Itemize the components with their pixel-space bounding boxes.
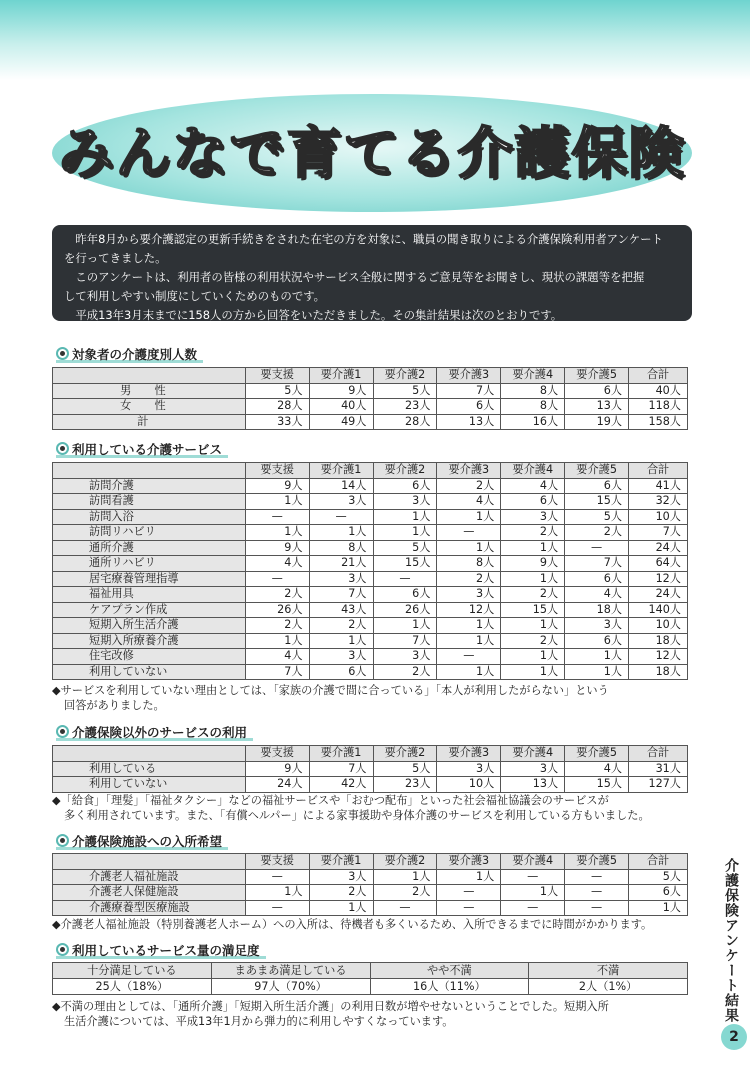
satisfaction-value-row bbox=[53, 979, 688, 995]
note-line: ◆サービスを利用していない理由としては、「家族の介護で間に合っている」「本人が利用したがらない」という bbox=[52, 684, 609, 697]
table-cell: 1人 bbox=[501, 571, 565, 587]
table-cell: 6人 bbox=[501, 494, 565, 510]
table-cell: 1人 bbox=[565, 664, 629, 680]
table-cell: 7人 bbox=[565, 556, 629, 572]
table-corner-cell bbox=[53, 746, 246, 762]
table-cell: — bbox=[437, 525, 501, 541]
table-cell: 140人 bbox=[629, 602, 688, 618]
table-cell: 3人 bbox=[373, 649, 437, 665]
services-used-table bbox=[52, 462, 688, 680]
table-cell: 1人 bbox=[437, 509, 501, 525]
table-row bbox=[53, 525, 688, 541]
table-cell: 4人 bbox=[501, 478, 565, 494]
table-cell: 12人 bbox=[629, 649, 688, 665]
table-cell: 1人 bbox=[245, 525, 309, 541]
table-cell: 12人 bbox=[629, 571, 688, 587]
table-corner-cell bbox=[53, 854, 246, 870]
table-cell: 5人 bbox=[565, 509, 629, 525]
facility-wish-table bbox=[52, 853, 688, 916]
table-cell: 5人 bbox=[245, 383, 309, 399]
page-title: みんなで育てる介護保険 bbox=[58, 121, 686, 185]
table-cell: 28人 bbox=[373, 414, 437, 430]
column-header: 要介護2 bbox=[373, 463, 437, 479]
table-cell: 3人 bbox=[501, 761, 565, 777]
table-row bbox=[53, 633, 688, 649]
table-cell: — bbox=[501, 900, 565, 916]
table-cell: 1人 bbox=[565, 649, 629, 665]
column-header: 要介護3 bbox=[437, 463, 501, 479]
table-cell: 9人 bbox=[309, 383, 373, 399]
note-line: 多く利用されています。また、「有償ヘルパー」による家事援助や身体介護のサービスを利用している方もいました。 bbox=[64, 809, 650, 822]
table-cell: 4人 bbox=[565, 761, 629, 777]
table-cell: 10人 bbox=[437, 777, 501, 793]
table-cell: 1人 bbox=[501, 664, 565, 680]
column-header: 要介護4 bbox=[501, 463, 565, 479]
row-label: 福祉用具 bbox=[53, 587, 246, 603]
row-label: 介護療養型医療施設 bbox=[53, 900, 246, 916]
table-cell: 32人 bbox=[629, 494, 688, 510]
row-label: ケアプラン作成 bbox=[53, 602, 246, 618]
column-header: 合計 bbox=[629, 746, 688, 762]
note-line: 回答がありました。 bbox=[64, 699, 165, 712]
table-cell: 19人 bbox=[565, 414, 629, 430]
table-cell: 9人 bbox=[501, 556, 565, 572]
table-cell: 15人 bbox=[501, 602, 565, 618]
column-header: 要介護2 bbox=[373, 368, 437, 384]
table-cell: 6人 bbox=[565, 478, 629, 494]
table-cell: 10人 bbox=[629, 618, 688, 634]
table-cell: 41人 bbox=[629, 478, 688, 494]
column-header: 要介護1 bbox=[309, 368, 373, 384]
table-cell: 7人 bbox=[309, 761, 373, 777]
row-label: 計 bbox=[53, 414, 246, 430]
row-label: 訪問入浴 bbox=[53, 509, 246, 525]
table-cell: 15人 bbox=[373, 556, 437, 572]
satisfaction-header: やや不満 bbox=[370, 963, 529, 979]
table-cell: 8人 bbox=[437, 556, 501, 572]
table-cell: 4人 bbox=[245, 556, 309, 572]
page-number: 2 bbox=[721, 1024, 747, 1050]
table-cell: 127人 bbox=[629, 777, 688, 793]
column-header: 要介護5 bbox=[565, 746, 629, 762]
intro-line: 昨年8月から要介護認定の更新手続きをされた在宅の方を対象に、職員の聞き取りによる介護保険利用者アンケート bbox=[75, 232, 663, 246]
bullet-icon bbox=[56, 442, 69, 455]
column-header: 要介護5 bbox=[565, 463, 629, 479]
column-header: 合計 bbox=[629, 854, 688, 870]
table-cell: 6人 bbox=[565, 383, 629, 399]
table-cell: 6人 bbox=[373, 587, 437, 603]
table-cell: 40人 bbox=[629, 383, 688, 399]
row-label: 通所介護 bbox=[53, 540, 246, 556]
table-cell: 49人 bbox=[309, 414, 373, 430]
table-cell: 2人 bbox=[245, 587, 309, 603]
table-cell: 1人 bbox=[373, 618, 437, 634]
note-line: 生活介護については、平成13年1月から弾力的に利用しやすくなっています。 bbox=[64, 1015, 454, 1028]
table-row bbox=[53, 399, 688, 415]
table-cell: 1人 bbox=[373, 509, 437, 525]
table-row bbox=[53, 761, 688, 777]
table-cell: 2人 bbox=[501, 633, 565, 649]
table-cell: 3人 bbox=[437, 761, 501, 777]
table-cell: 1人 bbox=[373, 525, 437, 541]
satisfaction-header: まあまあ満足している bbox=[211, 963, 370, 979]
row-label: 利用している bbox=[53, 761, 246, 777]
table-cell: 31人 bbox=[629, 761, 688, 777]
bullet-icon bbox=[56, 943, 69, 956]
table-cell: 18人 bbox=[629, 664, 688, 680]
table-cell: 16人 bbox=[501, 414, 565, 430]
table-cell: 9人 bbox=[245, 761, 309, 777]
satisfaction-value: 25人（18%） bbox=[53, 979, 212, 995]
column-header: 要介護3 bbox=[437, 368, 501, 384]
table-cell: 23人 bbox=[373, 399, 437, 415]
table-cell: 4人 bbox=[245, 649, 309, 665]
other-services-table bbox=[52, 745, 688, 793]
table-cell: 5人 bbox=[373, 540, 437, 556]
column-header: 要介護5 bbox=[565, 368, 629, 384]
table-cell: — bbox=[245, 509, 309, 525]
table-cell: 8人 bbox=[501, 399, 565, 415]
table-cell: 1人 bbox=[437, 540, 501, 556]
table-row bbox=[53, 478, 688, 494]
table-cell: 1人 bbox=[501, 885, 565, 901]
table-cell: 7人 bbox=[373, 633, 437, 649]
table-cell: 7人 bbox=[309, 587, 373, 603]
table-cell: 2人 bbox=[373, 885, 437, 901]
table-cell: 18人 bbox=[629, 633, 688, 649]
table-row bbox=[53, 649, 688, 665]
row-label: 女 性 bbox=[53, 399, 246, 415]
table-cell: 8人 bbox=[309, 540, 373, 556]
table-cell: 1人 bbox=[245, 494, 309, 510]
table-row bbox=[53, 571, 688, 587]
table-cell: 7人 bbox=[245, 664, 309, 680]
row-label: 居宅療養管理指導 bbox=[53, 571, 246, 587]
table-cell: — bbox=[565, 869, 629, 885]
table-cell: 43人 bbox=[309, 602, 373, 618]
table-cell: 118人 bbox=[629, 399, 688, 415]
table-cell: 3人 bbox=[373, 494, 437, 510]
table-cell: 2人 bbox=[501, 587, 565, 603]
table-cell: 24人 bbox=[245, 777, 309, 793]
section-heading-care-level bbox=[56, 347, 203, 363]
bullet-icon bbox=[56, 347, 69, 360]
section-heading-facility-wish bbox=[56, 834, 228, 850]
table-cell: 6人 bbox=[373, 478, 437, 494]
table-row bbox=[53, 414, 688, 430]
table-cell: 3人 bbox=[309, 571, 373, 587]
column-header: 要支援 bbox=[245, 368, 309, 384]
table-cell: 13人 bbox=[501, 777, 565, 793]
table-row bbox=[53, 556, 688, 572]
table-cell: 5人 bbox=[373, 383, 437, 399]
row-label: 利用していない bbox=[53, 664, 246, 680]
column-header: 要介護1 bbox=[309, 463, 373, 479]
intro-line: このアンケートは、利用者の皆様の利用状況やサービス全般に関するご意見等をお聞きし、現状の課題等を把握 bbox=[75, 270, 645, 284]
table-cell: 1人 bbox=[437, 869, 501, 885]
row-label: 訪問介護 bbox=[53, 478, 246, 494]
table-cell: 2人 bbox=[437, 478, 501, 494]
top-gradient-band bbox=[0, 0, 750, 80]
table-row bbox=[53, 494, 688, 510]
column-header: 要支援 bbox=[245, 854, 309, 870]
section-heading-satisfaction bbox=[56, 943, 266, 959]
table-cell: 2人 bbox=[373, 664, 437, 680]
table-cell: 9人 bbox=[245, 478, 309, 494]
satisfaction-header: 十分満足している bbox=[53, 963, 212, 979]
table-cell: 5人 bbox=[373, 761, 437, 777]
table-cell: 21人 bbox=[309, 556, 373, 572]
table-cell: 3人 bbox=[309, 869, 373, 885]
table-cell: 1人 bbox=[437, 618, 501, 634]
table-header-row bbox=[53, 746, 688, 762]
table-cell: 158人 bbox=[629, 414, 688, 430]
table-cell: 13人 bbox=[565, 399, 629, 415]
table-cell: — bbox=[437, 900, 501, 916]
column-header: 要介護1 bbox=[309, 746, 373, 762]
table-cell: 26人 bbox=[245, 602, 309, 618]
table-cell: 4人 bbox=[437, 494, 501, 510]
table-cell: — bbox=[437, 649, 501, 665]
table-row bbox=[53, 587, 688, 603]
column-header: 合計 bbox=[629, 463, 688, 479]
table-cell: 15人 bbox=[565, 494, 629, 510]
note-line: ◆不満の理由としては、「通所介護」「短期入所生活介護」の利用日数が増やせないということでした。短期入所 bbox=[52, 1000, 609, 1013]
table-cell: 3人 bbox=[309, 649, 373, 665]
row-label: 住宅改修 bbox=[53, 649, 246, 665]
table-cell: 28人 bbox=[245, 399, 309, 415]
table-cell: — bbox=[373, 571, 437, 587]
table-cell: — bbox=[373, 900, 437, 916]
column-header: 要介護4 bbox=[501, 854, 565, 870]
table-row bbox=[53, 885, 688, 901]
note-line: ◆介護老人福祉施設（特別養護老人ホーム）への入所は、待機者も多くいるため、入所できるまでに時間がかかります。 bbox=[52, 918, 653, 931]
table-cell: 7人 bbox=[629, 525, 688, 541]
other-services-note bbox=[52, 793, 702, 823]
table-cell: 1人 bbox=[501, 618, 565, 634]
table-cell: 23人 bbox=[373, 777, 437, 793]
table-cell: — bbox=[245, 900, 309, 916]
table-cell: — bbox=[501, 869, 565, 885]
table-cell: 6人 bbox=[309, 664, 373, 680]
row-label: 介護老人保健施設 bbox=[53, 885, 246, 901]
table-cell: 10人 bbox=[629, 509, 688, 525]
table-cell: 14人 bbox=[309, 478, 373, 494]
satisfaction-value: 97人（70%） bbox=[211, 979, 370, 995]
table-cell: 3人 bbox=[565, 618, 629, 634]
side-title: 介護保険アンケート結果 bbox=[723, 858, 739, 1023]
services-used-note bbox=[52, 683, 702, 713]
bullet-icon bbox=[56, 725, 69, 738]
table-cell: 64人 bbox=[629, 556, 688, 572]
table-row bbox=[53, 664, 688, 680]
table-cell: 1人 bbox=[309, 900, 373, 916]
table-row bbox=[53, 383, 688, 399]
table-row bbox=[53, 618, 688, 634]
table-row bbox=[53, 900, 688, 916]
table-cell: 13人 bbox=[437, 414, 501, 430]
table-cell: 2人 bbox=[501, 525, 565, 541]
row-label: 男 性 bbox=[53, 383, 246, 399]
table-cell: 1人 bbox=[437, 664, 501, 680]
intro-line: して利用しやすい制度にしていくためのものです。 bbox=[64, 289, 326, 303]
table-cell: 24人 bbox=[629, 587, 688, 603]
table-cell: 40人 bbox=[309, 399, 373, 415]
column-header: 要介護2 bbox=[373, 854, 437, 870]
column-header: 要介護3 bbox=[437, 854, 501, 870]
section-heading-text: 対象者の介護度別人数 bbox=[72, 346, 198, 362]
satisfaction-table bbox=[52, 962, 688, 995]
table-cell: 6人 bbox=[437, 399, 501, 415]
table-cell: 9人 bbox=[245, 540, 309, 556]
table-cell: 1人 bbox=[629, 900, 688, 916]
column-header: 要支援 bbox=[245, 746, 309, 762]
table-cell: 2人 bbox=[309, 885, 373, 901]
table-cell: 2人 bbox=[245, 618, 309, 634]
table-cell: 3人 bbox=[501, 509, 565, 525]
table-cell: 1人 bbox=[309, 633, 373, 649]
table-cell: 5人 bbox=[629, 869, 688, 885]
section-heading-text: 介護保険施設への入所希望 bbox=[72, 833, 223, 849]
table-cell: — bbox=[565, 900, 629, 916]
table-row bbox=[53, 509, 688, 525]
table-header-row bbox=[53, 463, 688, 479]
bullet-icon bbox=[56, 834, 69, 847]
column-header: 要介護2 bbox=[373, 746, 437, 762]
column-header: 要介護1 bbox=[309, 854, 373, 870]
facility-wish-note bbox=[52, 917, 702, 932]
table-cell: 8人 bbox=[501, 383, 565, 399]
column-header: 要介護5 bbox=[565, 854, 629, 870]
table-cell: 33人 bbox=[245, 414, 309, 430]
table-cell: — bbox=[565, 540, 629, 556]
column-header: 要支援 bbox=[245, 463, 309, 479]
table-cell: 3人 bbox=[309, 494, 373, 510]
column-header: 要介護4 bbox=[501, 746, 565, 762]
column-header: 要介護4 bbox=[501, 368, 565, 384]
table-cell: 18人 bbox=[565, 602, 629, 618]
table-cell: 1人 bbox=[501, 649, 565, 665]
satisfaction-value: 2人（1%） bbox=[529, 979, 688, 995]
row-label: 訪問リハビリ bbox=[53, 525, 246, 541]
table-header-row bbox=[53, 368, 688, 384]
table-header-row bbox=[53, 854, 688, 870]
satisfaction-header-row bbox=[53, 963, 688, 979]
table-corner-cell bbox=[53, 463, 246, 479]
section-heading-other-services bbox=[56, 725, 253, 741]
table-cell: 1人 bbox=[437, 633, 501, 649]
row-label: 短期入所療養介護 bbox=[53, 633, 246, 649]
table-cell: 26人 bbox=[373, 602, 437, 618]
table-cell: 42人 bbox=[309, 777, 373, 793]
row-label: 短期入所生活介護 bbox=[53, 618, 246, 634]
table-cell: 2人 bbox=[565, 525, 629, 541]
section-heading-services-used bbox=[56, 442, 228, 458]
table-cell: — bbox=[309, 509, 373, 525]
row-label: 通所リハビリ bbox=[53, 556, 246, 572]
table-row bbox=[53, 540, 688, 556]
table-cell: 15人 bbox=[565, 777, 629, 793]
care-level-table bbox=[52, 367, 688, 430]
table-cell: — bbox=[245, 869, 309, 885]
table-row bbox=[53, 602, 688, 618]
table-cell: 24人 bbox=[629, 540, 688, 556]
row-label: 利用していない bbox=[53, 777, 246, 793]
table-row bbox=[53, 869, 688, 885]
section-heading-text: 利用している介護サービス bbox=[72, 441, 223, 457]
table-cell: 1人 bbox=[245, 885, 309, 901]
satisfaction-value: 16人（11%） bbox=[370, 979, 529, 995]
satisfaction-header: 不満 bbox=[529, 963, 688, 979]
table-cell: 3人 bbox=[437, 587, 501, 603]
intro-line: 平成13年3月末までに158人の方から回答をいただきました。その集計結果は次のとおりです。 bbox=[75, 308, 563, 322]
note-line: ◆「給食」「理髪」「福祉タクシー」などの福祉サービスや「おむつ配布」といった社会福祉協議会のサービスが bbox=[52, 794, 609, 807]
table-corner-cell bbox=[53, 368, 246, 384]
table-cell: 2人 bbox=[309, 618, 373, 634]
row-label: 介護老人福祉施設 bbox=[53, 869, 246, 885]
table-cell: 6人 bbox=[565, 633, 629, 649]
table-cell: 6人 bbox=[629, 885, 688, 901]
table-cell: — bbox=[565, 885, 629, 901]
column-header: 要介護3 bbox=[437, 746, 501, 762]
intro-line: を行ってきました。 bbox=[64, 251, 167, 265]
table-cell: 7人 bbox=[437, 383, 501, 399]
table-cell: 1人 bbox=[373, 869, 437, 885]
table-cell: 1人 bbox=[245, 633, 309, 649]
column-header: 合計 bbox=[629, 368, 688, 384]
section-heading-text: 介護保険以外のサービスの利用 bbox=[72, 724, 248, 740]
table-cell: 2人 bbox=[437, 571, 501, 587]
table-cell: 1人 bbox=[309, 525, 373, 541]
intro-box bbox=[52, 225, 692, 321]
table-row bbox=[53, 777, 688, 793]
satisfaction-note bbox=[52, 999, 702, 1029]
table-cell: 12人 bbox=[437, 602, 501, 618]
row-label: 訪問看護 bbox=[53, 494, 246, 510]
section-heading-text: 利用しているサービス量の満足度 bbox=[72, 942, 260, 958]
table-cell: 4人 bbox=[565, 587, 629, 603]
table-cell: — bbox=[245, 571, 309, 587]
table-cell: 1人 bbox=[501, 540, 565, 556]
table-cell: — bbox=[437, 885, 501, 901]
table-cell: 6人 bbox=[565, 571, 629, 587]
